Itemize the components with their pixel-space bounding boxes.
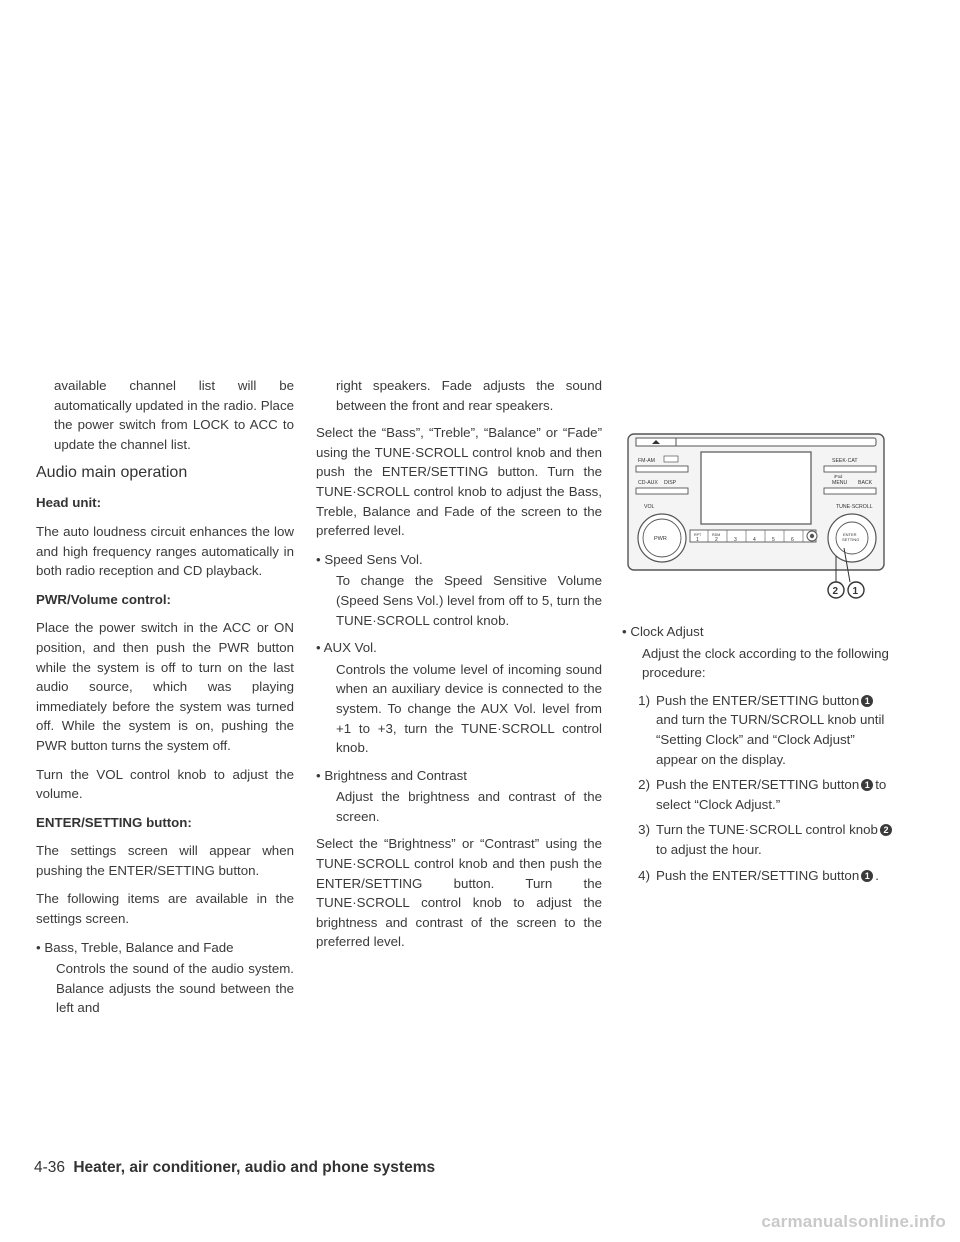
select2-paragraph: Select the “Brightness” or “Contrast” using the TUNE·SCROLL control knob and then push the ENTER/SETTING button. Turn the TUNE·SCROLL control knob to adjust the brightness and contrast of the screen to the preferred level. xyxy=(316,836,602,950)
cd-aux-button xyxy=(636,488,688,494)
column-right xyxy=(622,622,896,891)
menu-back-button xyxy=(824,488,876,494)
preset-1: 1 xyxy=(696,537,699,543)
tune-scroll-label: TUNE·SCROLL xyxy=(836,504,873,510)
section-heading: Audio main operation xyxy=(36,464,188,482)
ref-circle: 2 xyxy=(880,824,892,836)
step-text: Push the ENTER/SETTING button xyxy=(656,777,860,793)
preset-5: 5 xyxy=(772,537,775,543)
step-text: Turn the TUNE·SCROLL control knob xyxy=(656,822,878,838)
back-label: BACK xyxy=(858,480,873,486)
step-text-end: . xyxy=(875,867,879,883)
menu-label: MENU xyxy=(832,480,848,486)
step-text: Push the ENTER/SETTING button xyxy=(656,692,860,708)
step-3 xyxy=(622,820,896,859)
pwr-heading: PWR/Volume control: xyxy=(36,591,171,607)
enter-heading: ENTER/SETTING button: xyxy=(36,814,192,830)
seek-button xyxy=(824,466,876,472)
column-middle xyxy=(316,376,602,961)
head-unit-illustration xyxy=(626,432,886,602)
fm-am-label: FM-AM xyxy=(638,458,655,464)
setting-label: SETTING xyxy=(842,537,860,542)
cd-aux-label: CD-AUX xyxy=(638,480,658,486)
enter-label: ENTER xyxy=(843,532,857,537)
ref-circle: 1 xyxy=(861,695,873,707)
page-footer xyxy=(34,1158,435,1178)
step-1 xyxy=(622,691,896,769)
step-text-end: to select “Clock Adjust.” xyxy=(656,777,887,812)
step-text-end: and turn the TURN/SCROLL knob until “Setting Clock” and “Clock Adjust” appear on the display. xyxy=(656,712,885,767)
bass-body-start: Controls the sound of the audio system. Balance adjusts the sound between the left and xyxy=(56,961,294,1016)
brightness-body: Adjust the brightness and contrast of the screen. xyxy=(336,789,602,824)
intro-paragraph: available channel list will be automatically updated in the radio. Place the power switch from LOCK to ACC to update the channel list. xyxy=(54,378,294,452)
fm-am-button xyxy=(636,466,688,472)
brightness-bullet: • Brightness and Contrast xyxy=(316,767,467,783)
seek-label: SEEK·CAT xyxy=(832,458,858,464)
aux-jack-hole xyxy=(810,534,814,538)
preset-4: 4 xyxy=(753,537,756,543)
speed-bullet: • Speed Sens Vol. xyxy=(316,551,423,567)
xm-badge xyxy=(664,456,678,462)
vol-label: VOL xyxy=(644,504,655,510)
callout-1-label: 1 xyxy=(852,586,859,597)
head-unit-paragraph: The auto loudness circuit enhances the low and high frequency ranges automatically in both radio reception and CD playback. xyxy=(36,523,294,579)
bass-bullet: • Bass, Treble, Balance and Fade xyxy=(36,939,234,955)
rdm-label: RDM xyxy=(712,533,721,537)
preset-6: 6 xyxy=(791,537,794,543)
items-paragraph: The following items are available in the settings screen. xyxy=(36,891,294,927)
step-text: Push the ENTER/SETTING button xyxy=(656,867,860,883)
step-text-end: to adjust the hour. xyxy=(656,841,762,857)
head-unit-heading: Head unit: xyxy=(36,495,102,511)
preset-3: 3 xyxy=(734,537,737,543)
clock-body: Adjust the clock according to the following procedure: xyxy=(642,645,889,681)
speed-body: To change the Speed Sensitive Volume (Speed Sens Vol.) level from off to 5, turn the TUNE·SCROLL control knob. xyxy=(336,573,602,628)
clock-steps xyxy=(622,691,896,885)
step-number: 1) xyxy=(638,692,650,708)
ipod-label: iPod xyxy=(834,474,843,479)
vol-paragraph: Turn the VOL control knob to adjust the volume. xyxy=(36,766,294,802)
watermark[interactable]: carmanualsonline.info xyxy=(761,1212,946,1231)
pwr-label: PWR xyxy=(654,536,667,542)
column-left xyxy=(36,376,294,1026)
disp-label: DISP xyxy=(664,480,677,486)
rpt-label: RPT xyxy=(694,533,702,537)
step-2 xyxy=(622,775,896,814)
aux-body: Controls the volume level of incoming sound when an auxiliary device is connected to the system. To change the AUX Vol. level from +1 to +3, turn the TUNE·SCROLL control knob. xyxy=(336,661,602,756)
preset-2: 2 xyxy=(715,537,718,543)
ref-circle: 1 xyxy=(861,870,873,882)
ref-circle: 1 xyxy=(861,779,873,791)
bass-body-continued: right speakers. Fade adjusts the sound between the front and rear speakers. xyxy=(336,378,602,413)
step-4 xyxy=(622,866,896,886)
enter-paragraph: The settings screen will appear when pushing the ENTER/SETTING button. xyxy=(36,843,294,878)
callout-2-label: 2 xyxy=(832,586,839,597)
select-paragraph: Select the “Bass”, “Treble”, “Balance” or “Fade” using the TUNE·SCROLL control knob and then push the ENTER/SETTING button. Turn the TUNE·SCROLL control knob to adjust the Bass, Treble, Balance and Fade of the screen to the preferred level. xyxy=(316,425,602,539)
display-screen xyxy=(701,452,811,524)
section-name: Heater, air conditioner, audio and phone systems xyxy=(73,1159,436,1176)
pwr-paragraph: Place the power switch in the ACC or ON position, and then push the PWR button while the system is off to turn on the last audio source, which was playing immediately before the system was turned off. While the system is on, pushing the PWR button turns the system off. xyxy=(36,620,294,753)
step-number: 2) xyxy=(638,777,650,793)
step-number: 3) xyxy=(638,822,650,838)
aux-bullet: • AUX Vol. xyxy=(316,640,377,656)
page-number: 4-36 xyxy=(34,1159,66,1176)
clock-bullet: • Clock Adjust xyxy=(622,624,704,639)
step-number: 4) xyxy=(638,867,650,883)
